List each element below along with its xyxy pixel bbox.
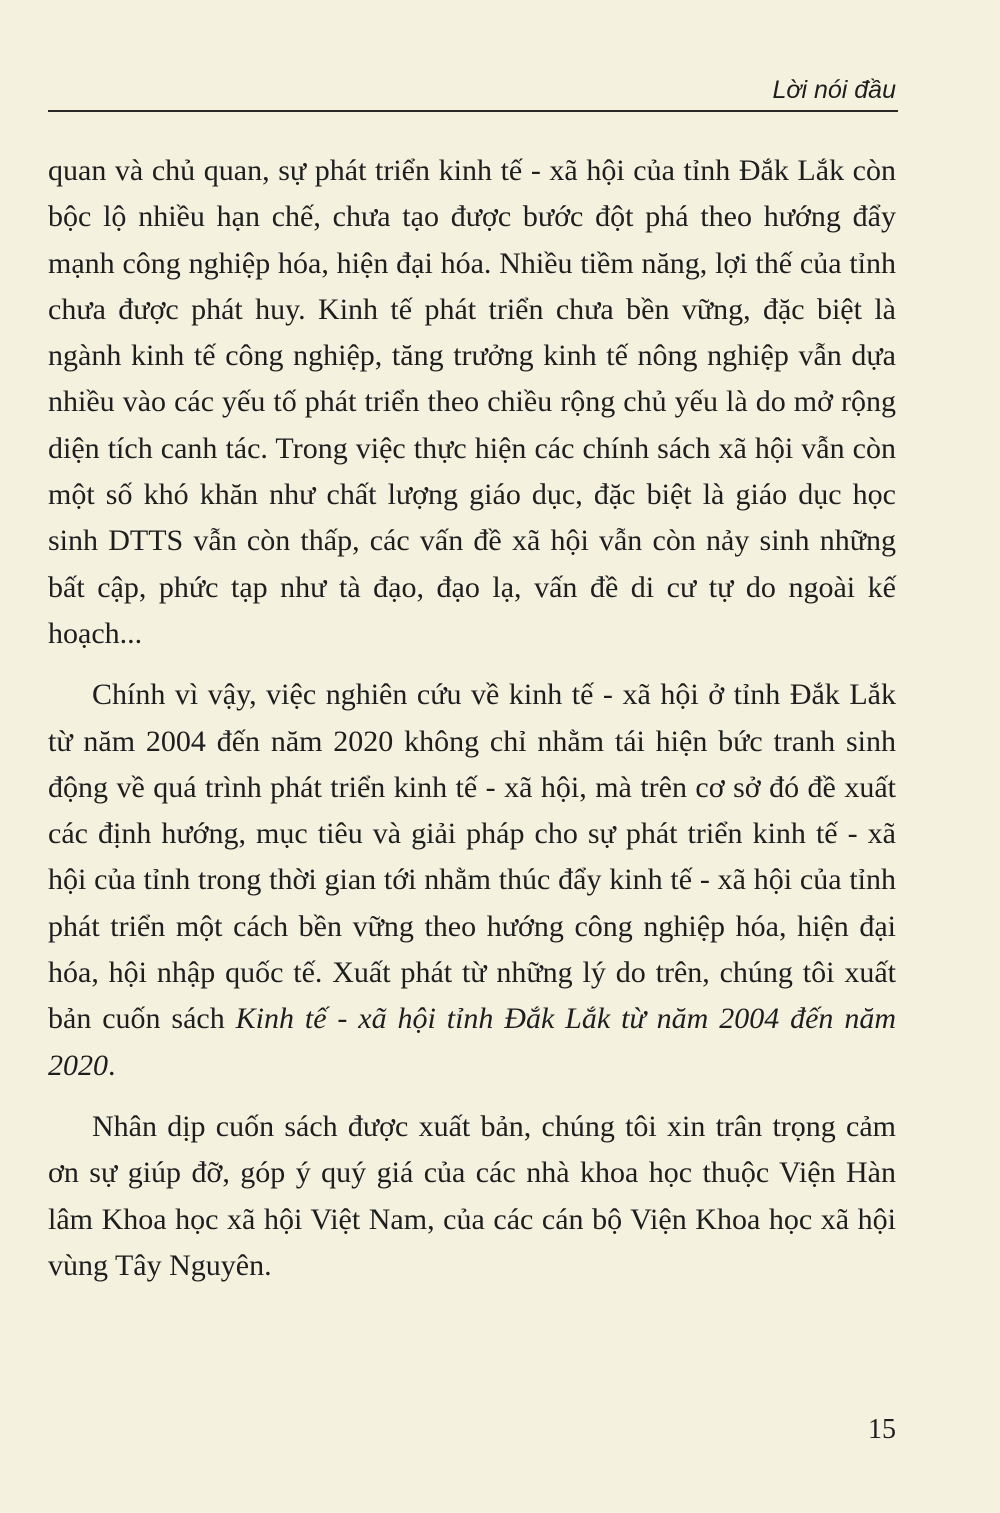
book-title: Kinh tế - xã hội tỉnh Đắk Lắk từ năm 2004 đến năm 2020	[48, 1002, 896, 1082]
paragraph-continued: quan và chủ quan, sự phát triển kinh tế - xã hội của tỉnh Đắk Lắk còn bộc lộ nhiều hạn chế, chưa tạo được bước đột phá theo hướng đẩy mạnh công nghiệp hóa, hiện đại hóa. Nhiều tiềm năng, lợi thế của tỉnh chưa được phát huy. Kinh tế phát triển chưa bền vững, đặc biệt là ngành kinh tế công nghiệp, tăng trưởng kinh tế nông nghiệp vẫn dựa nhiều vào các yếu tố phát triển theo chiều rộng chủ yếu là do mở rộng diện tích canh tác. Trong việc thực hiện các chính sách xã hội vẫn còn một số khó khăn như chất lượng giáo dục, đặc biệt là giáo dục học sinh DTTS vẫn còn thấp, các vấn đề xã hội vẫn còn nảy sinh những bất cập, phức tạp như tà đạo, đạo lạ, vấn đề di cư tự do ngoài kế hoạch...	[48, 154, 896, 650]
paragraph-rationale	[48, 672, 896, 1089]
paragraph-rationale-end: .	[108, 1048, 116, 1082]
paragraph-acknowledgement: Nhân dịp cuốn sách được xuất bản, chúng tôi xin trân trọng cảm ơn sự giúp đỡ, góp ý quý giá của các nhà khoa học thuộc Viện Hàn lâm Khoa học xã hội Việt Nam, của các cán bộ Viện Khoa học xã hội vùng Tây Nguyên.	[48, 1109, 896, 1282]
paragraph-rationale-text: Chính vì vậy, việc nghiên cứu về kinh tế - xã hội ở tỉnh Đắk Lắk từ năm 2004 đến năm 2020 không chỉ nhằm tái hiện bức tranh sinh động về quá trình phát triển kinh tế - xã hội, mà trên cơ sở đó đề xuất các định hướng, mục tiêu và giải pháp cho sự phát triển kinh tế - xã hội của tỉnh trong thời gian tới nhằm thúc đẩy kinh tế - xã hội của tỉnh phát triển một cách bền vững theo hướng công nghiệp hóa, hiện đại hóa, hội nhập quốc tế. Xuất phát từ những lý do trên, chúng tôi xuất bản cuốn sách	[48, 678, 896, 1036]
section-title: Lời nói đầu	[772, 76, 896, 104]
body-text	[48, 148, 896, 1289]
running-header	[48, 74, 898, 112]
page-number: 15	[868, 1414, 896, 1445]
